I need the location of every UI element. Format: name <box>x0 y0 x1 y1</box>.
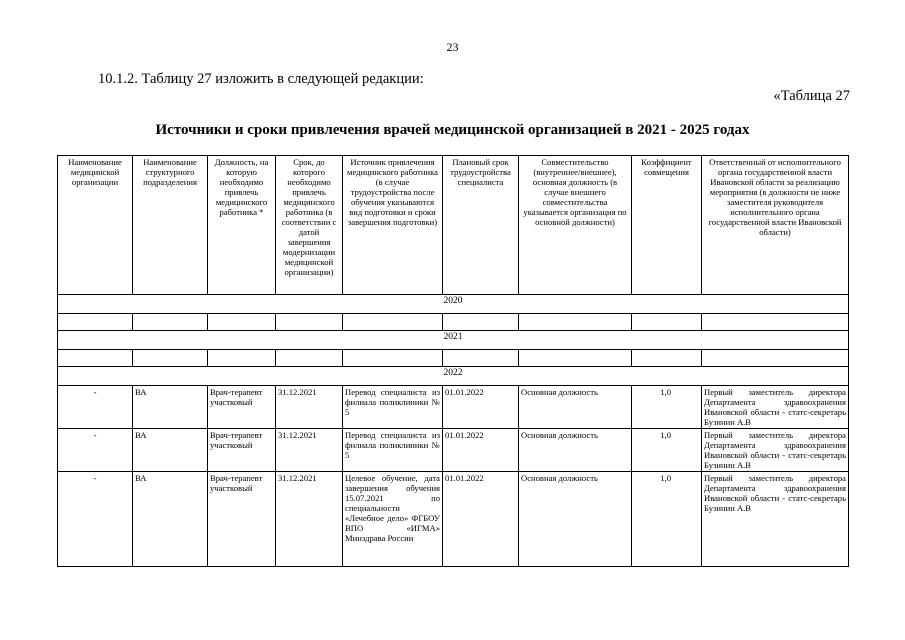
col-responsible-header: Ответственный от исполнительного органа государственной власти Ивановской области за реализацию мероприятия (в должности не ниже заместителя руководителя исполнительного органа государственной власти Ивановской области) <box>702 156 849 295</box>
document-title: Источники и сроки привлечения врачей медицинской организацией в 2021 - 2025 годах <box>155 122 750 138</box>
dept-cell: ВА <box>133 386 208 429</box>
year-label: 2020 <box>58 295 849 314</box>
coef-cell: 1,0 <box>632 386 702 429</box>
org-cell: - <box>58 472 133 567</box>
responsible-cell: Первый заместитель директора Департамента здравоохранения Ивановской области - статс-секретарь Бузинин А.В <box>702 429 849 472</box>
responsible-cell: Первый заместитель директора Департамента здравоохранения Ивановской области - статс-секретарь Бузинин А.В <box>702 386 849 429</box>
table-caption: «Таблица 27 <box>773 88 850 104</box>
year-label: 2022 <box>58 367 849 386</box>
table-row <box>58 429 849 472</box>
intro-text: 10.1.2. Таблицу 27 изложить в следующей редакции: <box>98 71 424 87</box>
table-row <box>58 386 849 429</box>
combination-cell: Основная должность <box>519 429 632 472</box>
empty-row <box>58 350 849 367</box>
deadline-cell: 31.12.2021 <box>276 472 343 567</box>
position-cell: Врач-терапевт участковый <box>208 386 276 429</box>
col-combination-header: Совместительство (внутреннее/внешнее), основная должность (в случае внешнего совместительства указывается организация по основной должности) <box>519 156 632 295</box>
deadline-cell: 31.12.2021 <box>276 386 343 429</box>
table-row <box>58 472 849 567</box>
page-number: 23 <box>446 40 459 54</box>
empty-row <box>58 314 849 331</box>
year-label: 2021 <box>58 331 849 350</box>
planned-cell: 01.01.2022 <box>443 386 519 429</box>
combination-cell: Основная должность <box>519 386 632 429</box>
coef-cell: 1,0 <box>632 429 702 472</box>
org-cell: - <box>58 386 133 429</box>
responsible-cell: Первый заместитель директора Департамента здравоохранения Ивановской области - статс-секретарь Бузинин А.В <box>702 472 849 567</box>
source-cell: Перевод специалиста из филиала поликлиники № 5 <box>343 429 443 472</box>
year-row-2022 <box>58 367 849 386</box>
col-position-header: Должность, на которую необходимо привлечь медицинского работника * <box>208 156 276 295</box>
source-cell: Перевод специалиста из филиала поликлиники № 5 <box>343 386 443 429</box>
col-planned-header: Плановый срок трудоустройства специалиста <box>443 156 519 295</box>
source-cell: Целевое обучение, дата завершения обучения 15.07.2021 по специальности «Лечебное дело» ФГБОУ ВПО «ИГМА» Минздрава России <box>343 472 443 567</box>
col-source-header: Источник привлечения медицинского работника (в случае трудоустройства после обучения указываются вид подготовки и сроки завершения подготовки) <box>343 156 443 295</box>
col-coef-header: Коэффициент совмещения <box>632 156 702 295</box>
doctors-sources-table <box>57 155 849 567</box>
year-row-2020 <box>58 295 849 314</box>
planned-cell: 01.01.2022 <box>443 472 519 567</box>
org-cell: - <box>58 429 133 472</box>
dept-cell: ВА <box>133 472 208 567</box>
header-row <box>58 156 849 295</box>
position-cell: Врач-терапевт участковый <box>208 472 276 567</box>
year-row-2021 <box>58 331 849 350</box>
col-deadline-header: Срок, до которого необходимо привлечь медицинского работника (в соответствии с датой завершения модернизации медицинской организации) <box>276 156 343 295</box>
position-cell: Врач-терапевт участковый <box>208 429 276 472</box>
combination-cell: Основная должность <box>519 472 632 567</box>
coef-cell: 1,0 <box>632 472 702 567</box>
deadline-cell: 31.12.2021 <box>276 429 343 472</box>
planned-cell: 01.01.2022 <box>443 429 519 472</box>
col-org-header: Наименование медицинской организации <box>58 156 133 295</box>
col-dept-header: Наименование структурного подразделения <box>133 156 208 295</box>
dept-cell: ВА <box>133 429 208 472</box>
